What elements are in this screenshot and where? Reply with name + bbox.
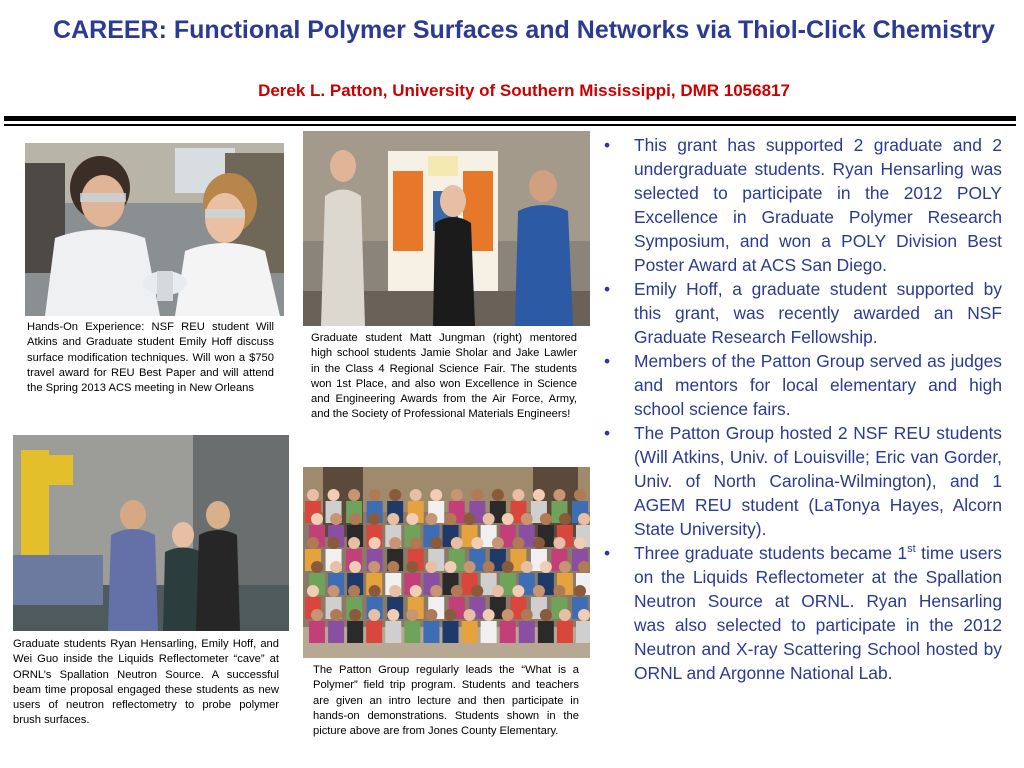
lab-photo-caption: Hands-On Experience: NSF REU student Will Atkins and Graduate student Emily Hoff discuss surface modification techniques. Will won a $750 travel award for REU Best Paper and will attend the Spring 2013 ACS meeting in New Orleans [27,321,274,395]
bullet-text: time users on the Liquids Reflectometer at the Spallation Neutron Source at ORNL. Ryan Hensarling was also selected to participate in the 2012 Neutron and X-ray Scattering School hosted by ORNL and Argonne National Lab. [634,543,1002,683]
bullet-text: The Patton Group hosted 2 NSF REU students (Will Atkins, Univ. of Louisville; Eric van Gorder, Univ. of North Carolina-Wilmington), and 1 AGEM REU student (LaTonya Hayes, Alcorn State University). [634,423,1002,539]
bullet-text: This grant has supported 2 graduate and 2 undergraduate students. Ryan Hensarling was selected to participate in the 2012 POLY Excellence in Graduate Polymer Research Symposium, and won a POLY Division Best Poster Award at ACS San Diego. [634,135,1002,275]
ornl-caption: Graduate students Ryan Hensarling, Emily Hoff, and Wei Guo inside the Liquids Reflectometer “cave” at ORNL’s Spallation Neutron Source. A successful beam time proposal engaged these students as new users of neutron reflectometry to probe polymer brush surfaces. [13,638,279,727]
header-rule-thick [4,116,1016,121]
bullet-item [602,133,1002,277]
bullet-text: Members of the Patton Group served as judges and mentors for local elementary and high school science fairs. [634,351,1002,419]
ornl-photo [13,435,289,631]
header-rule-thin [4,124,1016,126]
field-trip-caption: The Patton Group regularly leads the “What is a Polymer” field trip program. Students and teachers are given an intro lecture and then participate in hands-on demonstrations. Students shown in the picture above are from Jones County Elementary. [313,664,579,738]
bullet-item [602,349,1002,421]
poster-subtitle: Derek L. Patton, University of Southern Mississippi, DMR 1056817 [258,81,790,100]
bullet-item [602,541,1002,685]
bullet-text: Three graduate students became 1 [634,543,908,563]
poster-title: CAREER: Functional Polymer Surfaces and Networks via Thiol-Click Chemistry [53,16,995,44]
science-fair-caption: Graduate student Matt Jungman (right) mentored high school students Jamie Sholar and Jake Lawler in the Class 4 Regional Science Fair. The students won 1st Place, and also won Excellence in Science and Engineering Awards from the Air Force, Army, and the Society of Professional Materials Engineers! [311,332,577,421]
ordinal-superscript: st [907,543,916,556]
field-trip-photo [303,467,590,658]
highlights-list [602,133,1002,685]
lab-photo [25,143,284,316]
bullet-item [602,421,1002,541]
science-fair-photo [303,131,590,326]
bullet-text: Emily Hoff, a graduate student supported by this grant, was recently awarded an NSF Graduate Research Fellowship. [634,279,1002,347]
bullet-item [602,277,1002,349]
